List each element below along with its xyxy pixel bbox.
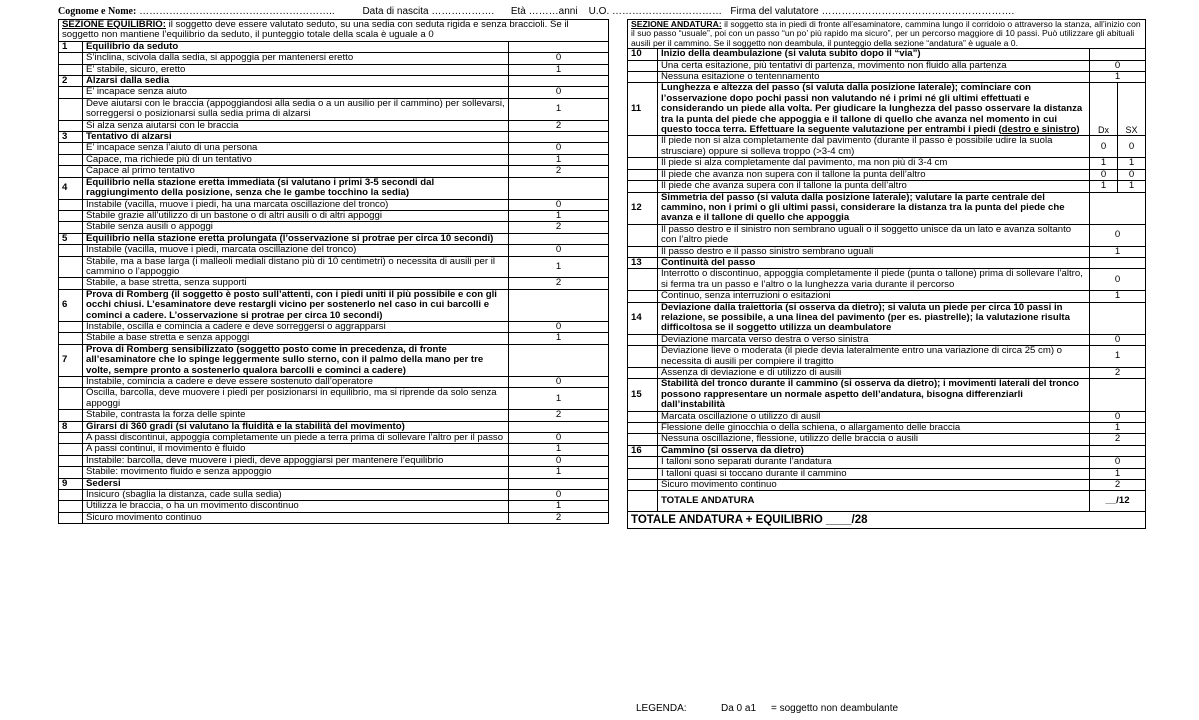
option-spacer xyxy=(59,388,83,410)
option-row[interactable] xyxy=(628,423,1146,434)
item-title: Deviazione dalla traiettoria (si osserva da dietro); si valuta un piede per circa 10 passi in relazione, se possibile, a una linea del pavimento (per es. piastrelle); la valutazione risulta difficoltosa se il soggetto utilizza un deambulatore xyxy=(658,302,1090,334)
item-title xyxy=(658,83,1090,136)
option-spacer xyxy=(59,64,83,75)
option-score[interactable]: 1 xyxy=(1090,346,1146,368)
option-text: A passi discontinui, appoggia completamente un piede a terra prima di sollevare l’altro per il passo xyxy=(83,433,509,444)
option-text: Il passo destro e il sinistro non sembrano uguali o il soggetto unisce da un lato e avanza soltanto con l’altro piede xyxy=(658,224,1090,246)
option-spacer xyxy=(59,87,83,98)
item-number: 8 xyxy=(59,421,83,432)
option-score[interactable]: 0 xyxy=(1090,334,1146,345)
option-score[interactable]: 0 xyxy=(509,321,609,332)
option-score-sx[interactable]: 1 xyxy=(1118,158,1146,169)
item-score-header xyxy=(509,233,609,244)
option-text: Una certa esitazione, più tentativi di partenza, movimento non fluido alla partenza xyxy=(658,60,1090,71)
option-text: Continuo, senza interruzioni o esitazioni xyxy=(658,291,1090,302)
option-score[interactable]: 2 xyxy=(509,278,609,289)
option-text: Instabile, comincia a cadere e deve essere sostenuto dall’operatore xyxy=(83,377,509,388)
option-text: Instabile, oscilla e comincia a cadere e deve sorreggersi o aggrapparsi xyxy=(83,321,509,332)
legend-text: = soggetto non deambulante xyxy=(771,703,899,714)
option-score[interactable]: 2 xyxy=(1090,368,1146,379)
option-spacer xyxy=(59,199,83,210)
option-row[interactable] xyxy=(59,333,609,344)
option-score[interactable]: 1 xyxy=(509,64,609,75)
item-header-row xyxy=(59,177,609,199)
item-number: 3 xyxy=(59,132,83,143)
sign-field[interactable]: …………………………………………………. xyxy=(821,6,1015,17)
option-score[interactable]: 0 xyxy=(509,143,609,154)
item-title-underlined: destro e sinistro xyxy=(1001,124,1077,136)
item-title-text: Lunghezza e altezza del passo (si valuta dalla posizione laterale); cominciare con l’osservazione dopo pochi passi non valutando né i primi né gli ultimi effettuati e considerando un piede alla volta. Per giudicare la lunghezza del passo osservare la distanza tra la punta del piede che appoggia e il tallone di quello che avanza nel momento in cui questo tocca terra. Effettuare la seguente valutazione per entrambi i piedi ( xyxy=(661,82,1083,136)
item-header-row xyxy=(59,344,609,376)
option-row[interactable] xyxy=(59,377,609,388)
option-spacer xyxy=(59,278,83,289)
name-field[interactable]: ………………………………………………….. xyxy=(139,6,335,17)
option-score-dx[interactable]: 0 xyxy=(1090,136,1118,158)
option-row[interactable] xyxy=(59,433,609,444)
option-row[interactable] xyxy=(59,444,609,455)
option-row[interactable] xyxy=(628,136,1146,158)
option-text: Deviazione marcata verso destra o verso sinistra xyxy=(658,334,1090,345)
option-text: Utilizza le braccia, o ha un movimento discontinuo xyxy=(83,501,509,512)
option-text: Instabile: barcolla, deve muovere i piedi, deve appoggiarsi per mantenere l’equilibrio xyxy=(83,455,509,466)
option-text: Flessione delle ginocchia o della schiena, o allargamento delle braccia xyxy=(658,423,1090,434)
option-text: Stabile, a base stretta, senza supporti xyxy=(83,278,509,289)
equilibrio-intro xyxy=(59,20,609,42)
item-number: 4 xyxy=(59,177,83,199)
item-number: 15 xyxy=(628,379,658,411)
option-score[interactable]: 1 xyxy=(509,210,609,221)
option-spacer xyxy=(628,480,658,491)
option-score[interactable]: 0 xyxy=(509,87,609,98)
option-spacer xyxy=(59,455,83,466)
option-row[interactable] xyxy=(628,269,1146,291)
option-spacer xyxy=(59,410,83,421)
item-title: Prova di Romberg (il soggetto è posto sull’attenti, con i piedi uniti il più possibile e con gli occhi chiusi. L’esaminatore deve restargli vicino per sostenerlo nel caso in cui barcolli e cominci a cadere. L’osservazione si protrae per circa 10 secondi) xyxy=(83,289,509,321)
option-text: I talloni quasi si toccano durante il cammino xyxy=(658,468,1090,479)
option-text: E’ incapace senza aiuto xyxy=(83,87,509,98)
option-spacer xyxy=(628,224,658,246)
item-header-row xyxy=(59,41,609,52)
option-score-sx[interactable]: 1 xyxy=(1118,181,1146,192)
option-text: Insicuro (sbaglia la distanza, cade sulla sedia) xyxy=(83,490,509,501)
sign-label: Firma del valutatore xyxy=(730,6,819,17)
option-spacer xyxy=(628,72,658,83)
option-score[interactable]: 0 xyxy=(509,377,609,388)
item-number: 14 xyxy=(628,302,658,334)
item-header-row xyxy=(628,49,1146,60)
option-score[interactable]: 2 xyxy=(509,120,609,131)
option-text: Il passo destro e il passo sinistro sembrano uguali xyxy=(658,246,1090,257)
option-score[interactable]: 2 xyxy=(509,410,609,421)
item-title: Stabilità del tronco durante il cammino (si osserva da dietro); i movimenti laterali del tronco possono rappresentare un normale aspetto dell’andatura, bisogna differenziarli dall’instabilità xyxy=(658,379,1090,411)
item-number: 9 xyxy=(59,478,83,489)
option-spacer xyxy=(628,158,658,169)
option-score[interactable]: 1 xyxy=(509,256,609,278)
option-spacer xyxy=(59,333,83,344)
option-score[interactable]: 0 xyxy=(1090,224,1146,246)
col-sx-header: SX xyxy=(1118,83,1146,136)
option-row[interactable] xyxy=(59,455,609,466)
option-row[interactable] xyxy=(628,224,1146,246)
option-spacer xyxy=(59,98,83,120)
equilibrio-intro-title: SEZIONE EQUILIBRIO: xyxy=(62,19,166,30)
uo-label: U.O. xyxy=(588,6,610,17)
uo-field[interactable]: …………………………… xyxy=(612,6,723,17)
option-text: Oscilla, barcolla, deve muovere i piedi per posizionarsi in equilibrio, ma si riprende da solo senza appoggi xyxy=(83,388,509,410)
option-row[interactable] xyxy=(628,181,1146,192)
option-text: E’ incapace senza l’aiuto di una persona xyxy=(83,143,509,154)
item-header-row xyxy=(628,257,1146,268)
item-title: Prova di Romberg sensibilizzato (soggetto posto come in precedenza, di fronte all’esaminatore che lo spinge leggermente sullo sterno, con il palmo della mano per tre volte, sempre pronto a sostenerlo qualora barcolli e cominci a cadere) xyxy=(83,344,509,376)
option-text: Il piede non si alza completamente dal pavimento (durante il passo è possibile udire la suola strusciare) oppure si solleva troppo (>3-4 cm) xyxy=(658,136,1090,158)
item-score-header xyxy=(509,41,609,52)
option-spacer xyxy=(59,120,83,131)
item-score-header xyxy=(509,132,609,143)
total-both-row xyxy=(628,512,1146,529)
option-spacer xyxy=(59,377,83,388)
option-row[interactable] xyxy=(628,368,1146,379)
option-score[interactable]: 1 xyxy=(509,501,609,512)
option-score[interactable]: 0 xyxy=(509,433,609,444)
option-text: Il piede si alza completamente dal pavimento, ma non più di 3-4 cm xyxy=(658,158,1090,169)
option-spacer xyxy=(628,269,658,291)
item-score-header xyxy=(1090,379,1146,411)
option-spacer xyxy=(628,169,658,180)
option-row[interactable] xyxy=(628,480,1146,491)
option-text: Stabile: movimento fluido e senza appoggio xyxy=(83,467,509,478)
option-spacer xyxy=(59,166,83,177)
option-text: Il piede che avanza non supera con il tallone la punta dell’altro xyxy=(658,169,1090,180)
col-dx-header: Dx xyxy=(1090,83,1118,136)
item-score-header xyxy=(1090,445,1146,456)
item-score-header xyxy=(1090,302,1146,334)
option-text: Sicuro movimento continuo xyxy=(83,512,509,523)
option-score[interactable]: 1 xyxy=(1090,72,1146,83)
option-row[interactable] xyxy=(59,143,609,154)
option-score[interactable]: 0 xyxy=(509,199,609,210)
item-title: Sedersi xyxy=(83,478,509,489)
option-row[interactable] xyxy=(628,60,1146,71)
option-row[interactable] xyxy=(59,501,609,512)
option-row[interactable] xyxy=(59,388,609,410)
item-header-row xyxy=(59,76,609,87)
option-row[interactable] xyxy=(59,410,609,421)
option-row[interactable] xyxy=(628,434,1146,445)
item-header-row xyxy=(628,83,1146,136)
option-spacer xyxy=(59,154,83,165)
option-score[interactable]: 1 xyxy=(509,444,609,455)
item-score-header xyxy=(509,289,609,321)
option-score-sx[interactable]: 0 xyxy=(1118,169,1146,180)
option-text: Deve aiutarsi con le braccia (appoggiandosi alla sedia o a un ausilio per il cammino) per sollevarsi, sorreggersi o posizionarsi sulla sedia prima di alzarsi xyxy=(83,98,509,120)
option-row[interactable] xyxy=(59,210,609,221)
andatura-intro-title: SEZIONE ANDATURA: xyxy=(631,19,722,29)
option-score[interactable]: 1 xyxy=(509,98,609,120)
item-number: 1 xyxy=(59,41,83,52)
andatura-intro-row xyxy=(628,20,1146,49)
option-row[interactable] xyxy=(59,256,609,278)
item-number: 16 xyxy=(628,445,658,456)
option-text: Sicuro movimento continuo xyxy=(658,480,1090,491)
legend-range: Da 0 a1 xyxy=(721,703,757,714)
option-spacer xyxy=(59,321,83,332)
item-header-row xyxy=(628,302,1146,334)
equilibrio-intro-row xyxy=(59,20,609,42)
option-text: Nessuna esitazione o tentennamento xyxy=(658,72,1090,83)
total-andatura-score[interactable]: __/12 xyxy=(1090,491,1146,512)
item-header-row xyxy=(628,192,1146,224)
total-spacer xyxy=(628,491,658,512)
item-header-row xyxy=(59,132,609,143)
option-row[interactable] xyxy=(59,278,609,289)
item-title: Girarsi di 360 gradi (si valutano la fluidità e la stabilità del movimento) xyxy=(83,421,509,432)
option-text: Capace al primo tentativo xyxy=(83,166,509,177)
option-text: Stabile, contrasta la forza delle spinte xyxy=(83,410,509,421)
option-score[interactable]: 0 xyxy=(509,245,609,256)
option-spacer xyxy=(628,346,658,368)
option-score[interactable]: 1 xyxy=(509,467,609,478)
option-score[interactable]: 1 xyxy=(509,154,609,165)
option-spacer xyxy=(628,136,658,158)
item-title: Equilibrio nella stazione eretta prolungata (l’osservazione si protrae per circa 10 secondi) xyxy=(83,233,509,244)
age-field[interactable]: Età ………anni xyxy=(510,6,578,17)
item-title: Tentativo di alzarsi xyxy=(83,132,509,143)
option-row[interactable] xyxy=(628,169,1146,180)
option-score[interactable]: 1 xyxy=(1090,291,1146,302)
option-score[interactable]: 0 xyxy=(1090,269,1146,291)
option-score[interactable]: 1 xyxy=(1090,246,1146,257)
option-spacer xyxy=(59,501,83,512)
option-spacer xyxy=(628,423,658,434)
option-score[interactable]: 1 xyxy=(509,333,609,344)
item-title: Continuità del passo xyxy=(658,257,1090,268)
option-row[interactable] xyxy=(628,468,1146,479)
option-spacer xyxy=(59,512,83,523)
option-spacer xyxy=(628,368,658,379)
option-spacer xyxy=(59,444,83,455)
option-score-dx[interactable]: 1 xyxy=(1090,158,1118,169)
name-label: Cognome e Nome: xyxy=(58,6,137,17)
option-text: I talloni sono separati durante l’andatura xyxy=(658,457,1090,468)
option-score[interactable]: 2 xyxy=(1090,480,1146,491)
option-text: Instabile (vacilla, muove i piedi, ha una marcata oscillazione del tronco) xyxy=(83,199,509,210)
item-score-header xyxy=(1090,49,1146,60)
item-score-header xyxy=(509,76,609,87)
option-text: Il piede che avanza supera con il tallone la punta dell’altro xyxy=(658,181,1090,192)
birth-field[interactable]: ………………. xyxy=(431,6,495,17)
option-row[interactable] xyxy=(628,334,1146,345)
andatura-intro-text: il soggetto sta in piedi di fronte all’esaminatore, cammina lungo il corridoio o attraverso la stanza, all’inizio con il suo passo “usuale”, poi con un passo “un po’ più rapido ma sicuro”, per un percorso maggiore di 10 passi. Può utilizzare gli abituali ausili per il cammino. Se il soggetto non deambula, il punteggio della sezione “andatura” è uguale a 0. xyxy=(631,19,1141,48)
option-score[interactable]: 2 xyxy=(509,166,609,177)
option-spacer xyxy=(628,468,658,479)
option-spacer xyxy=(59,245,83,256)
option-row[interactable] xyxy=(59,64,609,75)
option-score[interactable]: 0 xyxy=(509,53,609,64)
option-text: Deviazione lieve o moderata (il piede devia lateralmente entro una variazione di circa 25 cm) o necessita di ausili per compiere il tragitto xyxy=(658,346,1090,368)
item-number: 5 xyxy=(59,233,83,244)
item-title-end: ) xyxy=(1076,124,1080,136)
option-text: Capace, ma richiede più di un tentativo xyxy=(83,154,509,165)
option-text: Marcata oscillazione o utilizzo di ausil xyxy=(658,411,1090,422)
option-row[interactable] xyxy=(628,246,1146,257)
item-score-header xyxy=(509,344,609,376)
item-header-row xyxy=(59,421,609,432)
item-header-row xyxy=(628,445,1146,456)
option-row[interactable] xyxy=(59,98,609,120)
item-header-row xyxy=(59,233,609,244)
option-spacer xyxy=(628,181,658,192)
item-number: 2 xyxy=(59,76,83,87)
option-spacer xyxy=(59,53,83,64)
item-title: Cammino (si osserva da dietro) xyxy=(658,445,1090,456)
total-andatura-label: TOTALE ANDATURA xyxy=(658,491,1090,512)
option-score-sx[interactable]: 0 xyxy=(1118,136,1146,158)
item-score-header xyxy=(1090,257,1146,268)
item-title: Equilibrio da seduto xyxy=(83,41,509,52)
item-number: 10 xyxy=(628,49,658,60)
option-row[interactable] xyxy=(628,158,1146,169)
option-score[interactable]: 0 xyxy=(509,490,609,501)
item-score-header xyxy=(1090,192,1146,224)
option-row[interactable] xyxy=(59,154,609,165)
option-score[interactable]: 1 xyxy=(1090,468,1146,479)
option-score[interactable]: 1 xyxy=(509,388,609,410)
legend-label: LEGENDA: xyxy=(636,703,687,714)
option-score[interactable]: 0 xyxy=(1090,457,1146,468)
option-spacer xyxy=(59,143,83,154)
option-spacer xyxy=(59,210,83,221)
total-andatura-row xyxy=(628,491,1146,512)
option-row[interactable] xyxy=(59,199,609,210)
item-number: 13 xyxy=(628,257,658,268)
item-title: Inizio della deambulazione (si valuta subito dopo il “via”) xyxy=(658,49,1090,60)
option-score[interactable]: 1 xyxy=(1090,423,1146,434)
option-text: Stabile, ma a base larga (i malleoli mediali distano più di 10 centimetri) o necessita di ausili per il cammino o l’appoggio xyxy=(83,256,509,278)
option-score-dx[interactable]: 0 xyxy=(1090,169,1118,180)
option-spacer xyxy=(628,246,658,257)
option-text: Stabile grazie all’utilizzo di un bastone o di altri ausili o di altri appoggi xyxy=(83,210,509,221)
option-row[interactable] xyxy=(59,490,609,501)
item-header-row xyxy=(59,289,609,321)
option-text: S’inclina, scivola dalla sedia, si appoggia per mantenersi eretto xyxy=(83,53,509,64)
option-score[interactable]: 0 xyxy=(1090,60,1146,71)
option-row[interactable] xyxy=(59,512,609,523)
equilibrio-intro-text: il soggetto deve essere valutato seduto, su una sedia con seduta rigida e senza braccioli. Se il soggetto non mantiene l’equilibrio da seduto, il punteggio totale della scala è uguale a 0 xyxy=(62,19,569,41)
item-number: 7 xyxy=(59,344,83,376)
option-spacer xyxy=(59,256,83,278)
option-text: Stabile a base stretta e senza appoggi xyxy=(83,333,509,344)
option-text: Stabile senza ausili o appoggi xyxy=(83,222,509,233)
option-text: Instabile (vacilla, muove i piedi, marcata oscillazione del tronco) xyxy=(83,245,509,256)
item-score-header xyxy=(509,478,609,489)
item-number: 11 xyxy=(628,83,658,136)
option-row[interactable] xyxy=(628,291,1146,302)
option-spacer xyxy=(59,222,83,233)
item-title: Alzarsi dalla sedia xyxy=(83,76,509,87)
option-spacer xyxy=(628,334,658,345)
option-text: E’ stabile, sicuro, eretto xyxy=(83,64,509,75)
item-title: Equilibrio nella stazione eretta immediata (si valutano i primi 3-5 secondi dal raggiungimento della posizione, senza che le gambe tocchino la sedia) xyxy=(83,177,509,199)
option-row[interactable] xyxy=(59,166,609,177)
option-spacer xyxy=(628,411,658,422)
item-score-header xyxy=(509,177,609,199)
option-row[interactable] xyxy=(59,120,609,131)
option-text: A passi continui, il movimento è fluido xyxy=(83,444,509,455)
andatura-intro xyxy=(628,20,1146,49)
item-number: 12 xyxy=(628,192,658,224)
header-line xyxy=(58,6,1178,17)
option-score[interactable]: 0 xyxy=(509,455,609,466)
option-row[interactable] xyxy=(59,245,609,256)
option-text: Interrotto o discontinuo, appoggia completamente il piede (punta o tallone) prima di sollevare l’altro, si ferma tra un passo e l’altro o la lunghezza varia durante il percorso xyxy=(658,269,1090,291)
option-text: Si alza senza aiutarsi con le braccia xyxy=(83,120,509,131)
item-title: Simmetria del passo (si valuta dalla posizione laterale); valutare la parte centrale del cammino, non i primi o gli ultimi passi, considerare la distanza tra la punta del piede che avanza e il tallone di quello che appoggia xyxy=(658,192,1090,224)
option-spacer xyxy=(628,457,658,468)
option-spacer xyxy=(59,467,83,478)
option-spacer xyxy=(628,434,658,445)
option-spacer xyxy=(59,433,83,444)
item-number: 6 xyxy=(59,289,83,321)
option-text: Nessuna oscillazione, flessione, utilizzo delle braccia o ausili xyxy=(658,434,1090,445)
option-score[interactable]: 0 xyxy=(1090,411,1146,422)
option-spacer xyxy=(59,490,83,501)
option-row[interactable] xyxy=(59,87,609,98)
item-score-header xyxy=(509,421,609,432)
total-both-label[interactable]: TOTALE ANDATURA + EQUILIBRIO ____/28 xyxy=(628,512,1146,529)
option-score-dx[interactable]: 1 xyxy=(1090,181,1118,192)
item-header-row xyxy=(59,478,609,489)
equilibrio-table xyxy=(58,19,609,524)
option-row[interactable] xyxy=(628,346,1146,368)
option-row[interactable] xyxy=(628,72,1146,83)
option-row[interactable] xyxy=(59,222,609,233)
birth-label: Data di nascita xyxy=(362,6,429,17)
option-row[interactable] xyxy=(59,53,609,64)
option-row[interactable] xyxy=(628,411,1146,422)
option-spacer xyxy=(628,291,658,302)
option-score[interactable]: 2 xyxy=(509,222,609,233)
option-row[interactable] xyxy=(59,321,609,332)
andatura-table xyxy=(627,19,1146,529)
option-spacer xyxy=(628,60,658,71)
item-header-row xyxy=(628,379,1146,411)
option-row[interactable] xyxy=(628,457,1146,468)
option-text: Assenza di deviazione e di utilizzo di ausili xyxy=(658,368,1090,379)
legend xyxy=(636,703,898,714)
option-row[interactable] xyxy=(59,467,609,478)
option-score[interactable]: 2 xyxy=(509,512,609,523)
option-score[interactable]: 2 xyxy=(1090,434,1146,445)
